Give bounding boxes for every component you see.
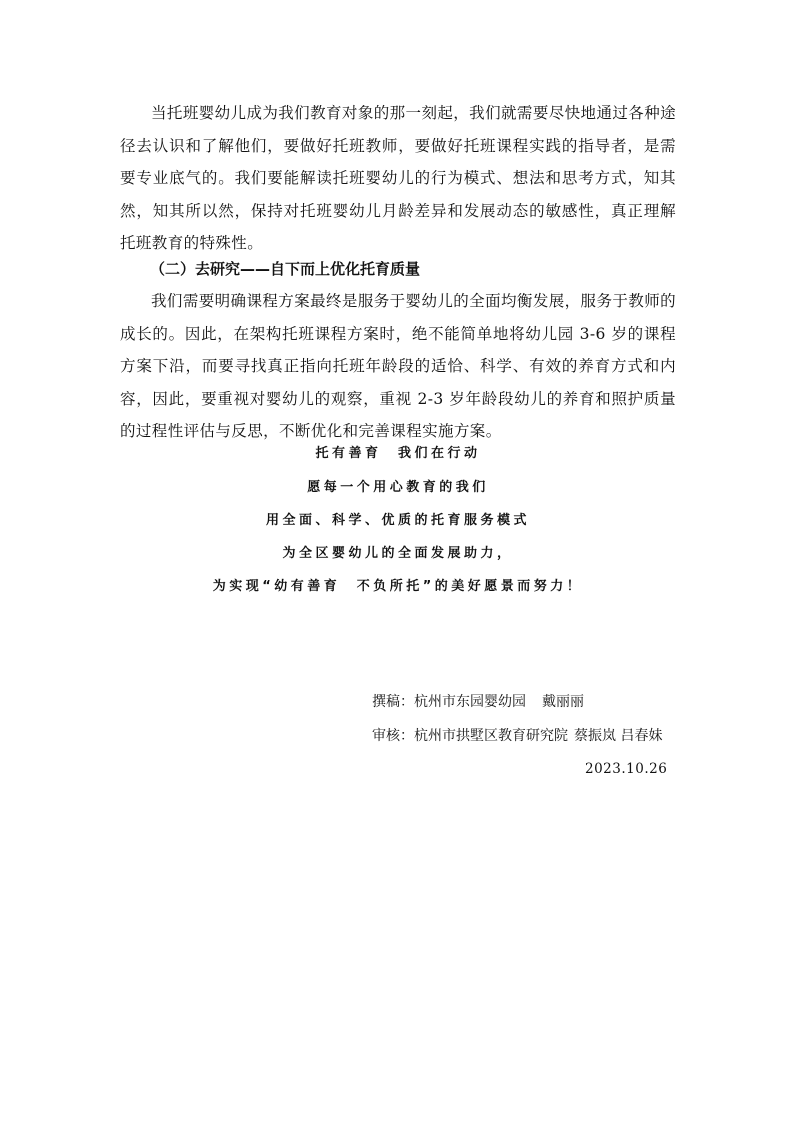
reviewer-names: 蔡振岚 吕春妹 (574, 728, 663, 744)
reviewer-org: 杭州市拱墅区教育研究院 (414, 728, 568, 744)
slogan-line-1: 托有善育 我们在行动 (315, 446, 481, 461)
date-line: 2023.10.26 (585, 761, 668, 777)
body-paragraph-1: 当托班婴幼儿成为我们教育对象的那一刻起，我们就需要尽快地通过各种途径去认识和了解他们，要做好托班教师，要做好托班课程实践的指导者，是需要专业底气的。我们要能解读托班婴幼儿的行为模式、想法和思考方式，知其然，知其所以然，保持对托班婴幼儿月龄差异和发展动态的敏感性，真正理解托班教育的特殊性。 (120, 104, 676, 252)
slogan-line-4: 为全区婴幼儿的全面发展助力， (282, 546, 514, 561)
slogan-line-2: 愿每一个用心教育的我们 (307, 480, 489, 495)
author-org: 杭州市东园婴幼园 (414, 694, 526, 710)
reviewer-label: 审核： (372, 728, 414, 744)
slogan-line-3: 用全面、科学、优质的托育服务模式 (265, 513, 530, 528)
author-label: 撰稿： (372, 694, 414, 710)
body-paragraph-2: 我们需要明确课程方案最终是服务于婴幼儿的全面均衡发展，服务于教师的成长的。因此，在架构托班课程方案时，绝不能简单地将幼儿园 3-6 岁的课程方案下沿，而要寻找真正指向托班年龄段的适恰、科学、有效的养育方式和内容，因此，要重视对婴幼儿的观察，重视 2-3 岁年龄段幼儿的养育和照护质量的过程性评估与反思，不断优化和完善课程实施方案。 (120, 292, 676, 440)
reviewer-line (372, 725, 662, 747)
author-name: 戴丽丽 (542, 694, 584, 710)
section-heading: （二）去研究——自下而上优化托育质量 (150, 260, 421, 278)
author-line (372, 691, 584, 713)
slogan-line-5: 为实现“幼有善育 不负所托”的美好愿景而努力！ (212, 579, 584, 594)
